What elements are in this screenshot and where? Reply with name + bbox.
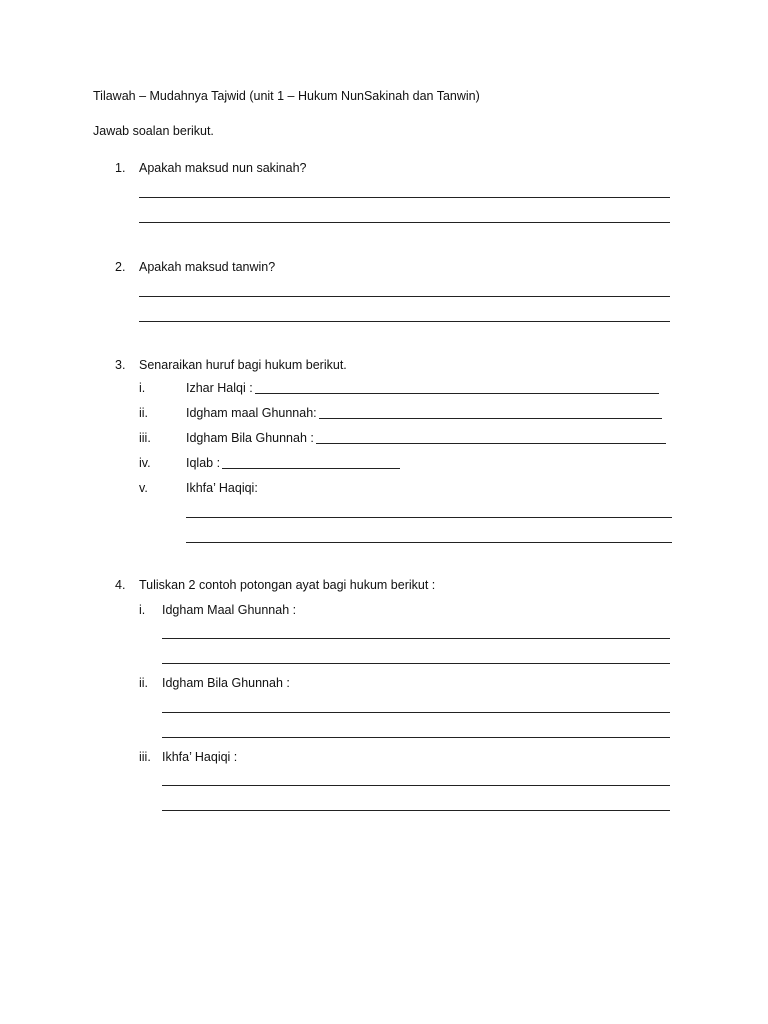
answer-line-q4-iii-2[interactable] bbox=[162, 810, 670, 811]
answer-line-q3-v-1[interactable] bbox=[186, 517, 672, 518]
answer-line-q1-1[interactable] bbox=[139, 197, 670, 198]
q4-item-ii-numeral: ii. bbox=[139, 676, 149, 690]
answer-line-q3-iii[interactable] bbox=[316, 443, 666, 444]
q3-item-iii bbox=[186, 430, 666, 446]
q4-item-iii-numeral: iii. bbox=[139, 750, 151, 764]
page-title: Tilawah – Mudahnya Tajwid (unit 1 – Hukum NunSakinah dan Tanwin) bbox=[93, 89, 480, 103]
q3-item-iv-numeral: iv. bbox=[139, 456, 151, 470]
q4-item-i-label: Idgham Maal Ghunnah : bbox=[162, 603, 297, 617]
answer-line-q4-i-1[interactable] bbox=[162, 638, 670, 639]
q3-item-ii-label: Idgham maal Ghunnah: bbox=[186, 406, 317, 420]
q3-item-i-numeral: i. bbox=[139, 381, 146, 395]
answer-line-q2-1[interactable] bbox=[139, 296, 670, 297]
q3-item-iii-numeral: iii. bbox=[139, 431, 151, 445]
q3-item-ii bbox=[186, 405, 662, 421]
answer-line-q4-iii-1[interactable] bbox=[162, 785, 670, 786]
answer-line-q3-ii[interactable] bbox=[319, 418, 662, 419]
q3-item-iv-label: Iqlab : bbox=[186, 456, 221, 470]
answer-line-q1-2[interactable] bbox=[139, 222, 670, 223]
question-1-number: 1. bbox=[115, 161, 126, 175]
question-2-number: 2. bbox=[115, 260, 126, 274]
question-4-text: Tuliskan 2 contoh potongan ayat bagi hukum berikut : bbox=[139, 578, 436, 592]
q3-item-v-numeral: v. bbox=[139, 481, 148, 495]
q3-item-iv bbox=[186, 455, 400, 471]
question-2-text: Apakah maksud tanwin? bbox=[139, 260, 276, 274]
q3-item-iii-label: Idgham Bila Ghunnah : bbox=[186, 431, 314, 445]
q4-item-iii-label: Ikhfa’ Haqiqi : bbox=[162, 750, 238, 764]
q4-item-i-numeral: i. bbox=[139, 603, 146, 617]
question-3-text: Senaraikan huruf bagi hukum berikut. bbox=[139, 358, 347, 372]
question-1-text: Apakah maksud nun sakinah? bbox=[139, 161, 307, 175]
answer-line-q4-i-2[interactable] bbox=[162, 663, 670, 664]
q3-item-i-label: Izhar Halqi : bbox=[186, 381, 253, 395]
answer-line-q2-2[interactable] bbox=[139, 321, 670, 322]
answer-line-q3-i[interactable] bbox=[255, 393, 659, 394]
answer-line-q3-iv[interactable] bbox=[222, 468, 400, 469]
instruction-text: Jawab soalan berikut. bbox=[93, 124, 214, 138]
question-3-number: 3. bbox=[115, 358, 126, 372]
q3-item-i bbox=[186, 380, 659, 396]
question-4-number: 4. bbox=[115, 578, 126, 592]
q4-item-ii-label: Idgham Bila Ghunnah : bbox=[162, 676, 290, 690]
q3-item-v-label: Ikhfa’ Haqiqi: bbox=[186, 481, 258, 495]
q3-item-ii-numeral: ii. bbox=[139, 406, 149, 420]
answer-line-q4-ii-1[interactable] bbox=[162, 712, 670, 713]
answer-line-q4-ii-2[interactable] bbox=[162, 737, 670, 738]
answer-line-q3-v-2[interactable] bbox=[186, 542, 672, 543]
